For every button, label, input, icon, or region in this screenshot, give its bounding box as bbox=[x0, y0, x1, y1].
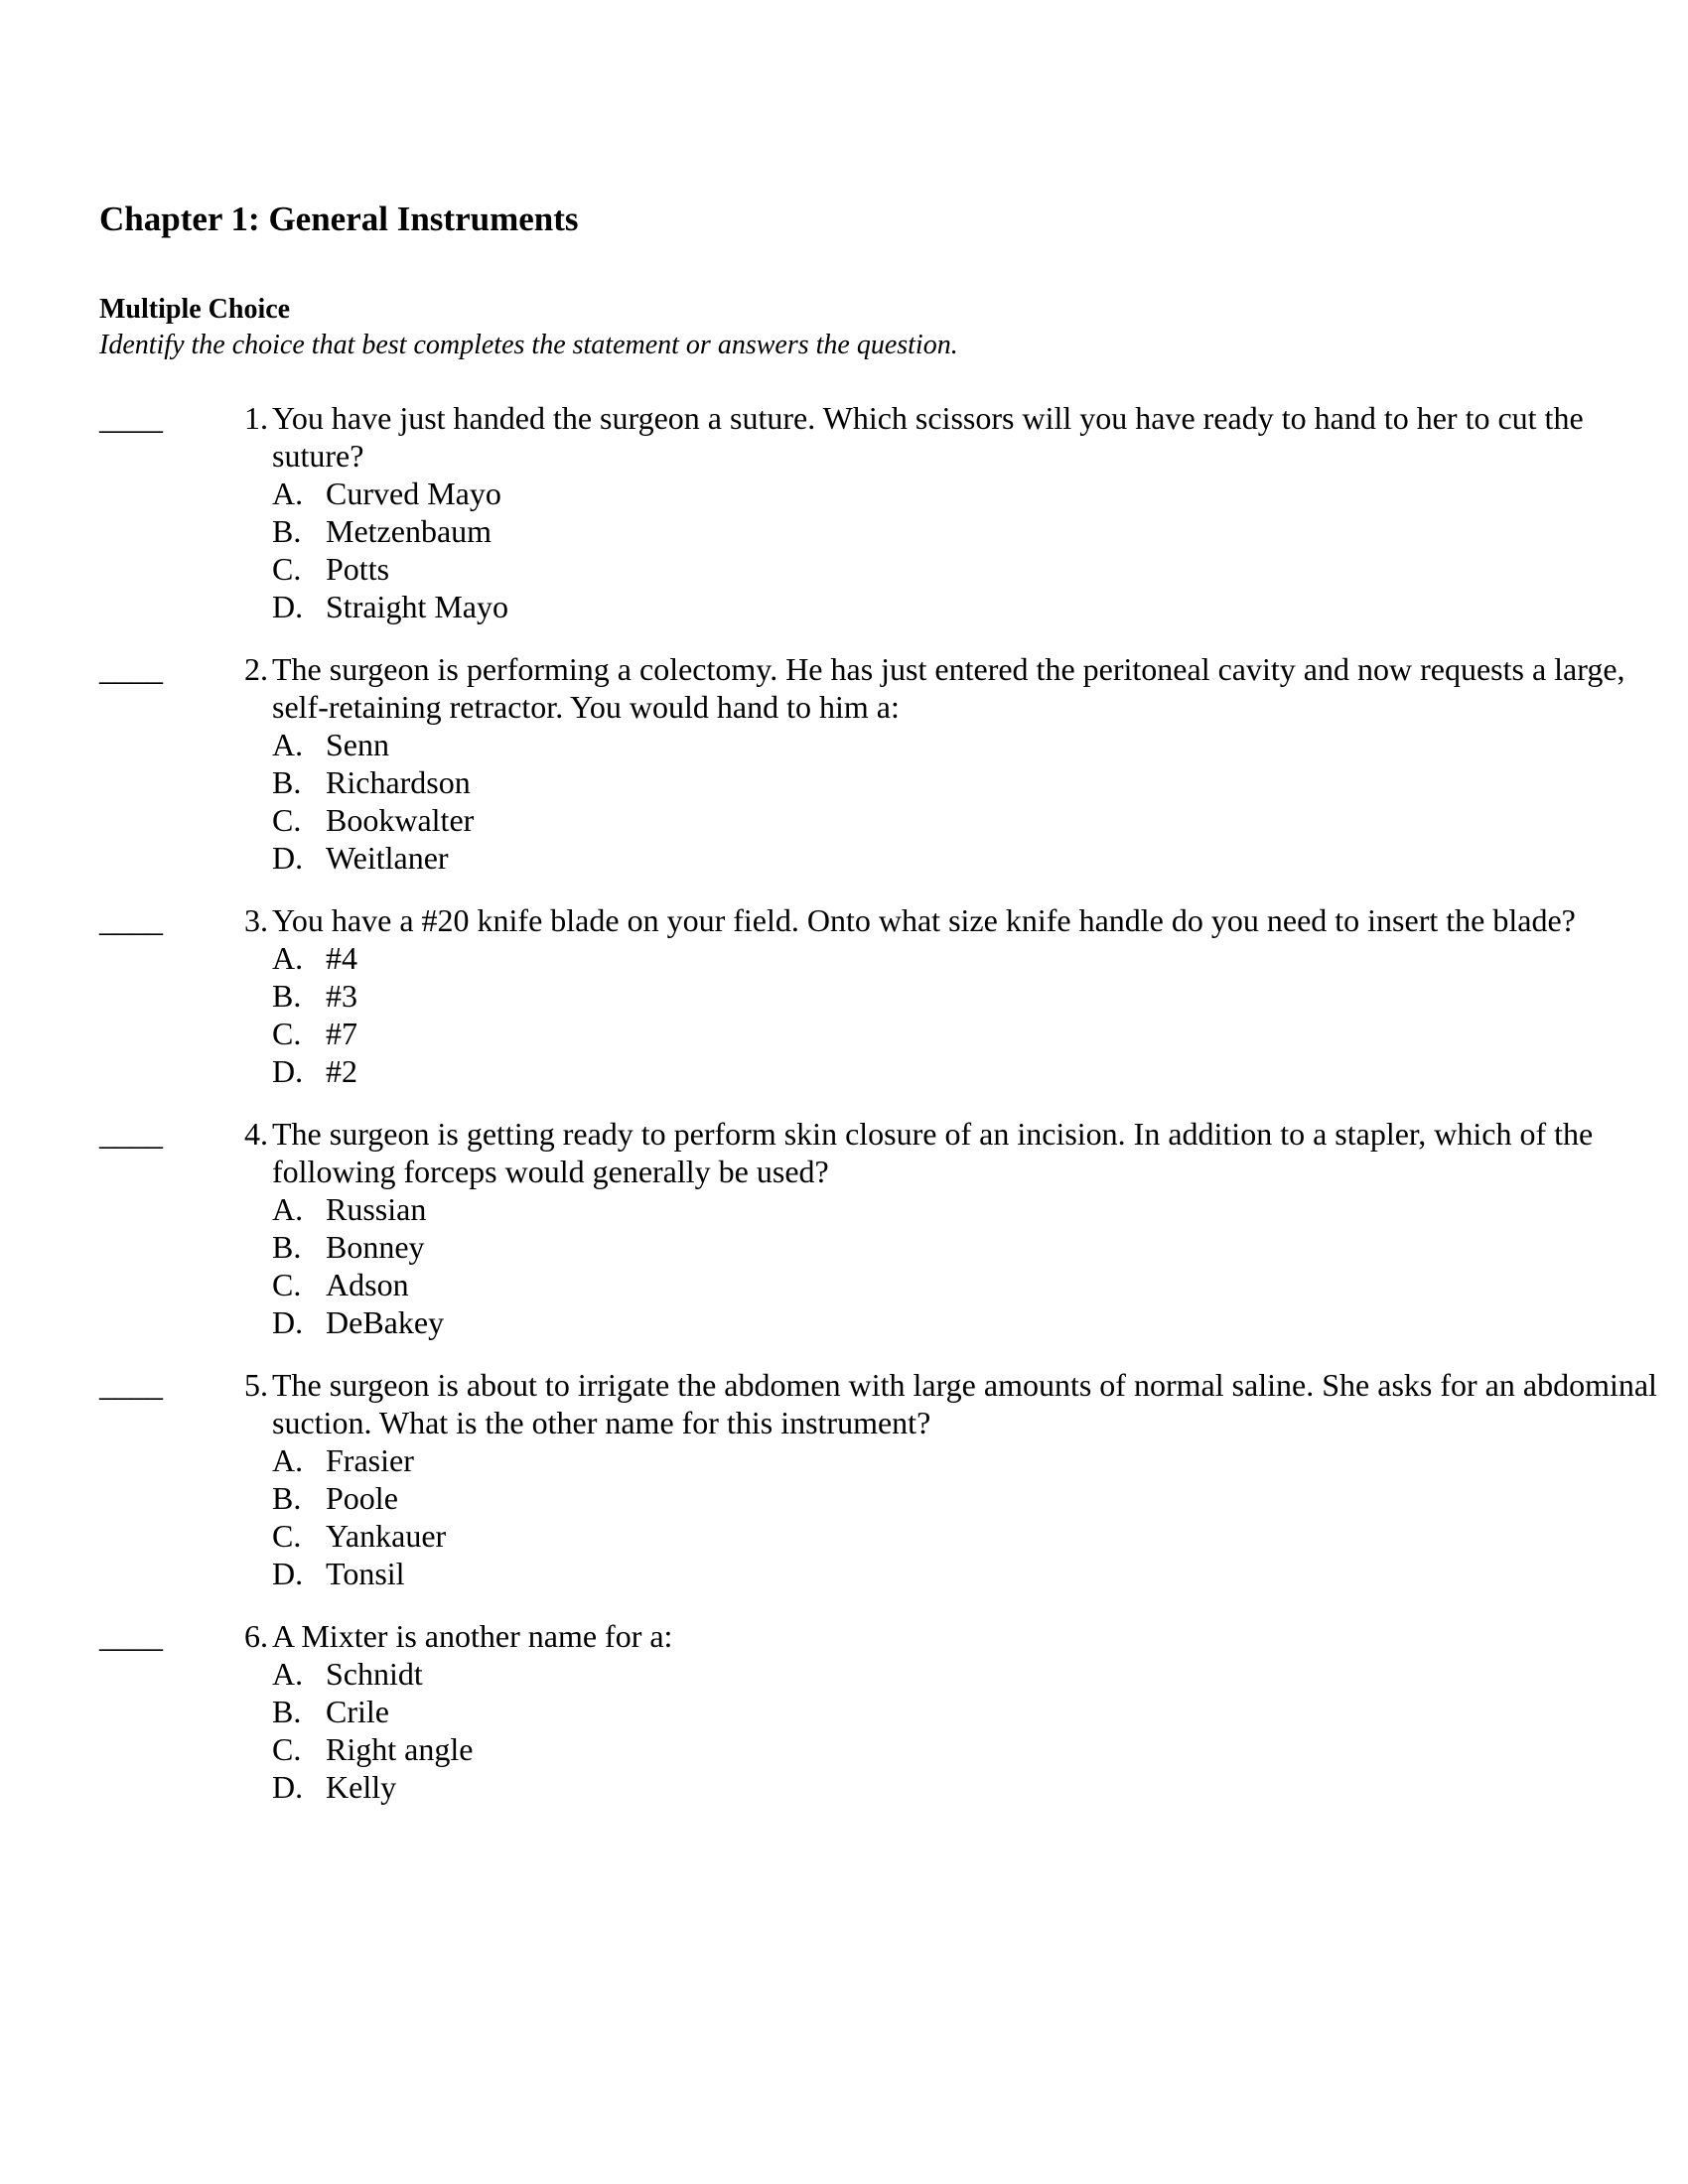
question-body bbox=[272, 399, 1682, 625]
choice-letter: C. bbox=[272, 1016, 302, 1051]
question-body bbox=[272, 1366, 1682, 1592]
choice-text: Richardson bbox=[326, 764, 471, 800]
document-page bbox=[99, 195, 1657, 1831]
choice-text: Crile bbox=[326, 1694, 389, 1729]
choice-letter: D. bbox=[272, 1304, 304, 1340]
choice-text: Senn bbox=[326, 727, 389, 762]
choice-a bbox=[272, 939, 1682, 977]
choice-c bbox=[272, 1015, 1682, 1052]
choice-text: Bonney bbox=[326, 1229, 425, 1265]
choice-c bbox=[272, 1730, 1682, 1768]
choice-text: Curved Mayo bbox=[326, 476, 501, 511]
choice-text: Bookwalter bbox=[326, 802, 475, 838]
answer-blank[interactable]: ____ bbox=[99, 902, 163, 938]
question-stem: A Mixter is another name for a: bbox=[272, 1618, 673, 1654]
page-title: Chapter 1: General Instruments bbox=[99, 200, 579, 238]
choice-letter: A. bbox=[272, 476, 304, 511]
section-heading: Multiple Choice bbox=[99, 294, 291, 325]
question-2 bbox=[99, 650, 1625, 877]
choice-letter: D. bbox=[272, 589, 304, 624]
choice-letter: D. bbox=[272, 840, 304, 876]
question-1 bbox=[99, 399, 1589, 625]
choice-letter: B. bbox=[272, 513, 302, 549]
question-number: 6. bbox=[244, 1618, 268, 1654]
choice-a bbox=[272, 1655, 1682, 1693]
answer-blank[interactable]: ____ bbox=[99, 400, 163, 436]
question-stem: The surgeon is performing a colectomy. He has just entered the peritoneal cavity and now requests a large, self-retaining retractor. You would hand to him a: bbox=[272, 651, 1625, 725]
choice-letter: A. bbox=[272, 1442, 304, 1478]
choice-b bbox=[272, 1228, 1682, 1266]
choice-letter: A. bbox=[272, 1656, 304, 1692]
choice-letter: D. bbox=[272, 1769, 304, 1805]
choice-c bbox=[272, 1266, 1682, 1303]
choice-letter: A. bbox=[272, 1191, 304, 1227]
choice-letter: B. bbox=[272, 1480, 302, 1516]
question-number: 5. bbox=[244, 1367, 268, 1403]
choice-a bbox=[272, 1190, 1682, 1228]
choice-text: #4 bbox=[326, 940, 357, 976]
choice-d bbox=[272, 1052, 1682, 1090]
choice-d bbox=[272, 839, 1682, 877]
choice-c bbox=[272, 801, 1682, 839]
choice-letter: B. bbox=[272, 1694, 302, 1729]
choice-d bbox=[272, 588, 1682, 625]
choice-text: Yankauer bbox=[326, 1518, 447, 1554]
choice-text: Right angle bbox=[326, 1731, 474, 1767]
choice-b bbox=[272, 512, 1682, 550]
question-body bbox=[272, 1115, 1682, 1341]
choice-a bbox=[272, 1441, 1682, 1479]
choice-text: Metzenbaum bbox=[326, 513, 492, 549]
choice-letter: C. bbox=[272, 1267, 302, 1302]
choice-letter: D. bbox=[272, 1053, 304, 1089]
question-stem: You have just handed the surgeon a suture. Which scissors will you have ready to hand to her to cut the suture? bbox=[272, 400, 1584, 474]
choice-letter: C. bbox=[272, 1518, 302, 1554]
choice-letter: D. bbox=[272, 1556, 304, 1591]
choice-d bbox=[272, 1303, 1682, 1341]
choice-text: #2 bbox=[326, 1053, 357, 1089]
choice-b bbox=[272, 1693, 1682, 1730]
question-number: 1. bbox=[244, 400, 268, 436]
choice-text: #3 bbox=[326, 978, 357, 1014]
question-body bbox=[272, 650, 1682, 877]
choice-text: Russian bbox=[326, 1191, 427, 1227]
choice-letter: B. bbox=[272, 1229, 302, 1265]
question-body bbox=[272, 901, 1682, 1090]
choice-b bbox=[272, 763, 1682, 801]
choice-a bbox=[272, 475, 1682, 512]
answer-blank[interactable]: ____ bbox=[99, 1367, 163, 1403]
choice-text: Frasier bbox=[326, 1442, 414, 1478]
choice-letter: C. bbox=[272, 802, 302, 838]
choice-text: Tonsil bbox=[326, 1556, 405, 1591]
choice-letter: C. bbox=[272, 1731, 302, 1767]
question-number: 4. bbox=[244, 1116, 268, 1152]
choice-letter: B. bbox=[272, 978, 302, 1014]
choice-text: #7 bbox=[326, 1016, 357, 1051]
choice-text: Poole bbox=[326, 1480, 398, 1516]
choice-c bbox=[272, 1517, 1682, 1555]
choice-text: Weitlaner bbox=[326, 840, 449, 876]
question-number: 3. bbox=[244, 902, 268, 938]
choice-b bbox=[272, 1479, 1682, 1517]
section-instructions: Identify the choice that best completes the statement or answers the question. bbox=[99, 330, 958, 360]
choice-d bbox=[272, 1555, 1682, 1592]
choice-text: Potts bbox=[326, 551, 390, 587]
choice-text: Adson bbox=[326, 1267, 409, 1302]
choice-c bbox=[272, 550, 1682, 588]
question-6 bbox=[99, 1617, 1589, 1806]
choice-text: Straight Mayo bbox=[326, 589, 508, 624]
choice-letter: A. bbox=[272, 940, 304, 976]
question-3 bbox=[99, 901, 1589, 1090]
choice-d bbox=[272, 1768, 1682, 1806]
choice-letter: C. bbox=[272, 551, 302, 587]
choice-letter: A. bbox=[272, 727, 304, 762]
answer-blank[interactable]: ____ bbox=[99, 1618, 163, 1654]
question-body bbox=[272, 1617, 1682, 1806]
question-5 bbox=[99, 1366, 1657, 1592]
choice-b bbox=[272, 977, 1682, 1015]
question-number: 2. bbox=[244, 651, 268, 687]
choice-letter: B. bbox=[272, 764, 302, 800]
question-stem: The surgeon is getting ready to perform skin closure of an incision. In addition to a stapler, which of the following forceps would generally be used? bbox=[272, 1116, 1594, 1189]
question-stem: You have a #20 knife blade on your field. Onto what size knife handle do you need to insert the blade? bbox=[272, 902, 1576, 938]
question-list bbox=[99, 399, 1657, 1806]
choice-a bbox=[272, 726, 1682, 763]
answer-blank[interactable]: ____ bbox=[99, 651, 163, 687]
choice-text: Schnidt bbox=[326, 1656, 423, 1692]
question-4 bbox=[99, 1115, 1594, 1341]
choice-text: Kelly bbox=[326, 1769, 397, 1805]
choice-text: DeBakey bbox=[326, 1304, 445, 1340]
answer-blank[interactable]: ____ bbox=[99, 1116, 163, 1152]
question-stem: The surgeon is about to irrigate the abdomen with large amounts of normal saline. She asks for an abdominal suction. What is the other name for this instrument? bbox=[272, 1367, 1657, 1440]
